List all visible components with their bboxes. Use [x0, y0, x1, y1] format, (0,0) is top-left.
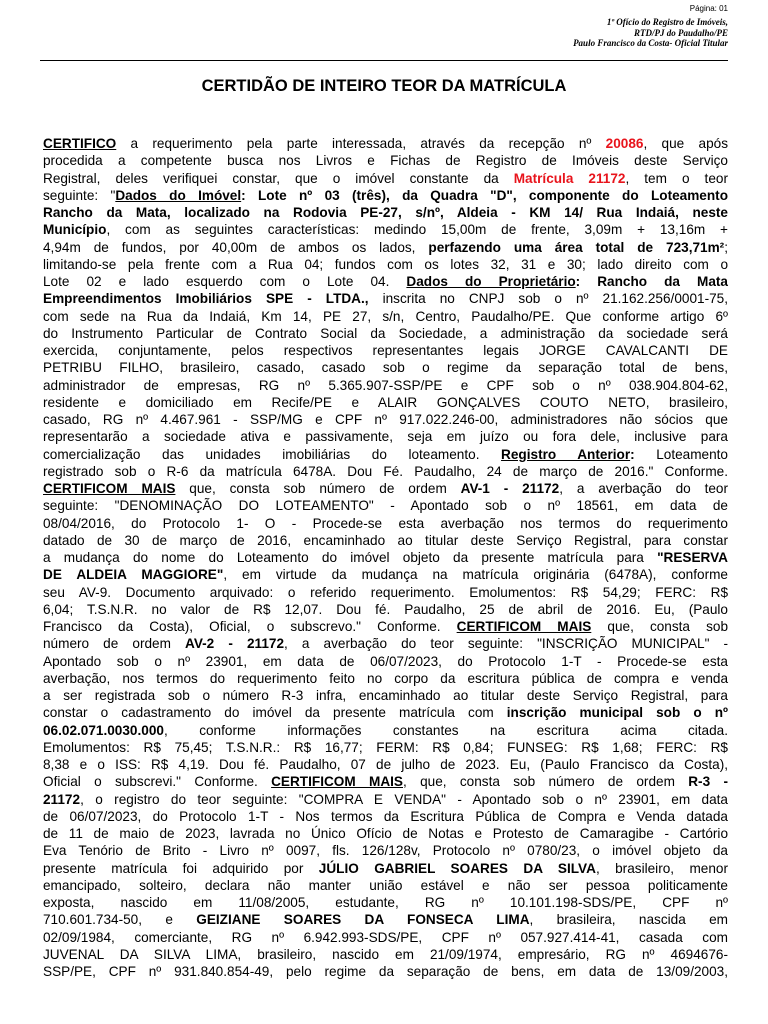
body-line: [43, 860, 728, 877]
text-run: Lote 02 e lado esquerdo com o Lote 04.: [43, 274, 407, 289]
text-run: SSP/PE, CPF nº 931.840.854-49, pelo regime da separação de bens, em data de 13/09/2003,: [43, 964, 728, 979]
text-run: inscrita no CNPJ sob o nº 21.162.256/0001-75,: [368, 291, 728, 307]
text-run: CERTIFICOM MAIS: [271, 774, 403, 790]
text-run: 4,94m de fundos, por 40,00m de ambos os lados,: [43, 239, 429, 255]
body-line: [43, 273, 728, 290]
text-run: , que após: [643, 136, 728, 151]
text-run: :: [630, 446, 635, 462]
body-line: [43, 411, 728, 428]
body-line: [43, 152, 728, 169]
text-run: JÚLIO GABRIEL SOARES DA SILVA: [318, 860, 596, 876]
text-run: exposta, nascido em 11/08/2005, estudante, RG nº 10.101.198-SDS/PE, CPF nº: [43, 895, 728, 910]
text-run: emancipado, solteiro, declara não manter união estável e não ser pessoa politicamente: [43, 877, 728, 893]
text-run: Emolumentos: R$ 75,45; T.S.N.R.: R$ 16,77; FERM: R$ 0,84; FUNSEG: R$ 1,68; FERC: R$: [43, 739, 728, 755]
text-run: de 11 de maio de 2023, lavrada no Único Ofício de Notas e Protesto de Camaragibe - Cartório: [43, 826, 728, 841]
office-line-1: 1º Ofício do Registro de Imóveis,: [606, 17, 728, 27]
body-line: [43, 825, 728, 842]
text-run: , que, consta sob número de ordem: [403, 774, 689, 790]
text-run: Rancho da Mata, localizado na Rodovia PE-27, s/nº, Aldeia - KM 14/ Rua Indaiá, neste: [43, 205, 728, 220]
text-run: CERTIFICOM MAIS: [43, 481, 176, 496]
text-run: seu AV-9. Documento arquivado: o referido requerimento. Emolumentos: R$ 54,29; FERC: R$: [43, 584, 728, 600]
body-line: [43, 308, 728, 325]
text-run: representarão a sociedade ativa e passivamente, seja em juízo ou fora dele, inclusive para: [43, 429, 728, 445]
text-run: datado de 30 de março de 2016, encaminhado ao titular deste Serviço Registral, para constar: [43, 532, 728, 548]
text-run: exercida, conjuntamente, pelos respectivos representantes legais JORGE CAVALCANTI DE: [43, 343, 728, 358]
text-run: , a averbação do teor seguinte: "INSCRIÇÃO MUNICIPAL" -: [284, 636, 729, 652]
text-run: 06.02.071.0030.000: [43, 722, 164, 738]
text-run: seguinte: ": [43, 187, 116, 203]
text-run: 710.601.734-50, e: [43, 912, 197, 928]
body-line: [43, 894, 728, 911]
text-run: que, consta sob: [591, 619, 728, 634]
text-run: JUVENAL DA SILVA LIMA, brasileiro, nascido em 21/09/1974, empresário, RG nº 4694676-: [43, 946, 728, 962]
text-run: a mudança do nome do Loteamento do imóvel objeto da presente matrícula para: [43, 550, 658, 565]
body-line: [43, 739, 728, 756]
body-line: [43, 601, 728, 618]
text-run: comercialização das unidades imobiliárias do loteamento.: [43, 446, 502, 462]
text-run: Apontado sob o nº 23901, em data de 06/07/2023, do Protocolo 1-T - Procede-se esta: [43, 653, 728, 669]
text-run: Empreendimentos Imobiliários SPE - LTDA.,: [43, 291, 369, 307]
text-run: 02/09/1984, comerciante, RG nº 6.942.993-SDS/PE, CPF nº 057.927.414-41, casada com: [43, 929, 728, 945]
text-run: , conforme informações constantes na escritura acima citada.: [163, 722, 728, 738]
text-run: do Instrumento Particular de Contrato Social da Sociedade, a administração da sociedade será: [43, 325, 728, 341]
text-run: Município: [43, 222, 107, 238]
body-line: [43, 532, 728, 549]
text-run: 21172: [43, 791, 81, 807]
body-line: [43, 722, 728, 739]
body-line: [43, 221, 728, 238]
body-line: [43, 911, 728, 928]
body-line: [43, 670, 728, 687]
body-line: [43, 239, 728, 256]
body-line: [43, 808, 728, 825]
text-run: AV-1 - 21172: [460, 481, 560, 496]
body-line: [43, 135, 728, 152]
text-run: DE ALDEIA MAGGIORE": [43, 567, 224, 583]
text-run: limitando-se pela frente com a Rua 04; fundos com os lotes 32, 31 e 30; lado direito com o: [43, 256, 728, 272]
body-line: [43, 566, 728, 583]
body-line: [43, 515, 728, 532]
registry-office-header: [573, 17, 728, 49]
text-run: casado, RG nº 4.467.961 - SSP/MG e CPF nº 917.022.246-00, administradores não sócios que: [43, 412, 728, 427]
text-run: CERTIFICO: [43, 136, 117, 151]
body-line: [43, 687, 728, 704]
body-line: [43, 929, 728, 946]
text-run: procedida a competente busca nos Livros e Fichas de Registro de Imóveis deste Serviço: [43, 153, 728, 169]
text-run: número de ordem: [43, 636, 186, 652]
text-run: GEIZIANE SOARES DA FONSECA LIMA: [196, 912, 530, 928]
body-line: [43, 946, 728, 963]
text-run: que, consta sob número de ordem: [175, 481, 461, 496]
text-run: "RESERVA: [657, 550, 728, 565]
body-line: [43, 428, 728, 445]
text-run: Registro Anterior: [501, 446, 631, 462]
body-line: [43, 170, 728, 187]
text-run: 8,38 e o ISS: R$ 4,19. Dou fé. Paudalho, 07 de julho de 2023. Eu, (Paulo Francisco da Costa),: [43, 757, 728, 772]
text-run: a requerimento pela parte interessada, através da recepção nº: [116, 136, 606, 151]
text-run: , brasileiro, menor: [595, 860, 728, 876]
text-run: ;: [724, 239, 728, 255]
text-run: registrado sob o R-6 da matrícula 6478A. Dou Fé. Paudalho, 24 de março de 2016." Conforme.: [43, 463, 728, 479]
text-run: averbação, nos termos do requerimento feito no corpo da escritura pública de compra e venda: [43, 670, 728, 686]
text-run: Francisco da Costa), Oficial, o subscrevo." Conforme.: [43, 619, 457, 634]
body-line: [43, 791, 728, 808]
text-run: : Rancho da Mata: [575, 274, 728, 289]
body-line: [43, 394, 728, 411]
body-line: [43, 756, 728, 773]
office-line-2: RTD/PJ do Paudalho/PE: [633, 27, 728, 38]
text-run: Oficial o subscrevi." Conforme.: [43, 774, 272, 790]
certificate-body: [43, 135, 728, 980]
text-run: , o registro do teor seguinte: "COMPRA E VENDA" - Apontado sob o nº 23901, em data: [80, 791, 728, 807]
text-run: CERTIFICOM MAIS: [456, 619, 592, 634]
body-line: [43, 653, 728, 670]
text-run: com sede na Rua da Indaiá, Km 14, PE 27, s/n, Centro, Paudalho/PE. Que conforme artigo 6º: [43, 308, 728, 324]
body-line: [43, 342, 728, 359]
text-run: administrador de empresas, RG nº 5.365.907-SSP/PE e CPF sob o nº 038.904.804-62,: [43, 377, 728, 393]
body-line: [43, 773, 728, 790]
body-line: [43, 618, 728, 635]
body-line: [43, 549, 728, 566]
text-run: a ser registrada sob o número R-3 infra, encaminhado ao titular deste Serviço Registral, para: [43, 688, 728, 703]
body-line: [43, 446, 728, 463]
text-run: Dados do Proprietário: [406, 274, 576, 289]
text-run: 6,04; T.S.N.R. no valor de R$ 12,07. Dou fé. Paudalho, 25 de abril de 2016. Eu, (Paulo: [43, 601, 728, 617]
body-line: [43, 359, 728, 376]
text-run: , em virtude da mudança na matrícula originária (6478A), conforme: [223, 567, 728, 583]
body-line: [43, 325, 728, 342]
text-run: inscrição municipal sob o nº: [506, 705, 728, 721]
body-line: [43, 480, 728, 497]
body-line: [43, 704, 728, 721]
text-run: presente matrícula foi adquirido por: [43, 860, 319, 876]
body-line: [43, 963, 728, 980]
header-divider: [40, 60, 728, 61]
body-line: [43, 204, 728, 221]
body-line: [43, 842, 728, 859]
text-run: residente e domiciliado em Recife/PE e ALAIR GONÇALVES COUTO NETO, brasileiro,: [43, 394, 728, 410]
text-run: Dados do Imóvel: [115, 187, 242, 203]
text-run: Matrícula 21172: [513, 170, 626, 186]
body-line: [43, 497, 728, 514]
text-run: : Lote nº 03 (três), da Quadra "D", componente do Loteamento: [241, 187, 728, 203]
text-run: , com as seguintes características: medindo 15,00m de frente, 3,09m + 13,16m +: [106, 222, 728, 238]
text-run: seguinte: "DENOMINAÇÃO DO LOTEAMENTO" - Apontado sob o nº 18561, em data de: [43, 498, 728, 514]
text-run: , brasileira, nascida em: [529, 912, 728, 928]
text-run: , tem o teor: [625, 170, 728, 186]
text-run: de 06/07/2023, do Protocolo 1-T - Nos termos da Escritura Pública de Compra e Venda datada: [43, 808, 728, 824]
text-run: 08/04/2016, do Protocolo 1- O - Procede-se esta averbação nos termos do requerimento: [43, 515, 728, 531]
body-line: [43, 290, 728, 307]
body-line: [43, 635, 728, 652]
office-line-3: Paulo Francisco da Costa- Oficial Titular: [573, 38, 728, 48]
body-line: [43, 877, 728, 894]
document-title: CERTIDÃO DE INTEIRO TEOR DA MATRÍCULA: [201, 77, 567, 95]
page-number: Página: 01: [689, 4, 728, 13]
text-run: PETRIBU FILHO, brasileiro, casado, casado sob o regime da separação total de bens,: [43, 360, 728, 376]
text-run: constar o cadastramento do imóvel da presente matrícula com: [43, 705, 507, 721]
text-run: Eva Tenório de Brito - Livro nº 0097, fls. 126/128v, Protocolo nº 0780/23, o imóvel objeto da: [43, 843, 728, 859]
text-run: perfazendo uma área total de 723,71m²: [428, 239, 725, 255]
text-run: AV-2 - 21172: [185, 636, 285, 652]
text-run: Registral, deles verifiquei constar, que o imóvel constante da: [43, 170, 514, 186]
body-line: [43, 463, 728, 480]
body-line: [43, 377, 728, 394]
text-run: R-3 -: [688, 774, 728, 790]
body-line: [43, 256, 728, 273]
text-run: Loteamento: [634, 446, 728, 462]
body-line: [43, 187, 728, 204]
text-run: 20086: [605, 136, 644, 151]
body-line: [43, 584, 728, 601]
text-run: , a averbação do teor: [559, 481, 729, 496]
